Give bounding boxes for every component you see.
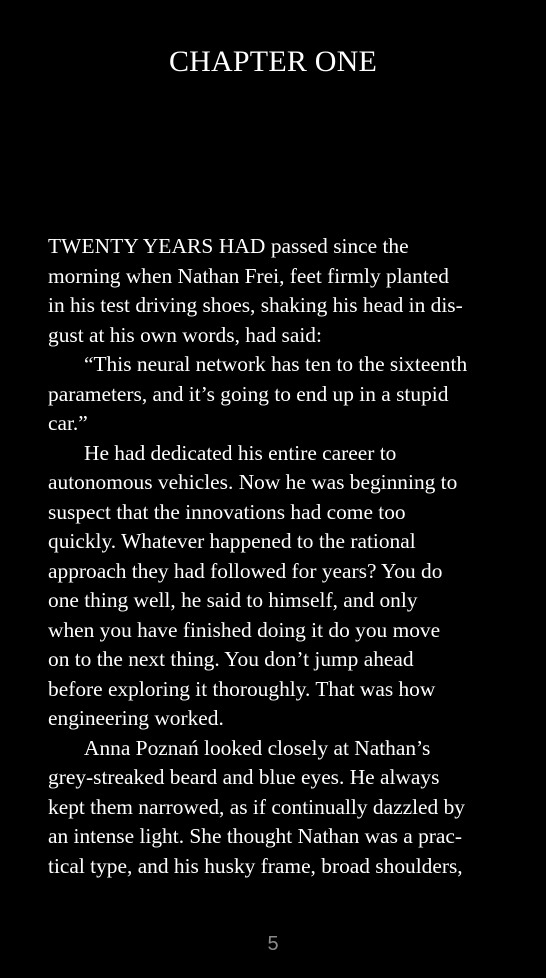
text-line: tical type, and his husky frame, broad shoulders,	[48, 853, 463, 878]
text-line: suspect that the innovations had come too	[48, 499, 406, 524]
text-line: kept them narrowed, as if continually dazzled by	[48, 794, 465, 819]
text-line: gust at his own words, had said:	[48, 322, 322, 347]
chapter-title: CHAPTER ONE	[168, 45, 378, 78]
text-line: quickly. Whatever happened to the rational	[48, 529, 416, 553]
text-line-fragment: passed since the	[265, 234, 409, 258]
text-line: when you have finished doing it do you move	[48, 617, 441, 642]
text-line: grey-streaked beard and blue eyes. He always	[48, 765, 440, 789]
text-line: parameters, and it’s going to end up in a stupid	[48, 381, 449, 406]
text-line: before exploring it thoroughly. That was how	[48, 676, 436, 701]
text-line: in his test driving shoes, shaking his head in dis-	[48, 293, 463, 317]
text-line: car.”	[48, 411, 88, 435]
text-line: approach they had followed for years? You do	[48, 558, 443, 583]
lead-in-caps: TWENTY YEARS HAD	[48, 234, 266, 258]
text-line: He had dedicated his entire career to	[84, 440, 397, 465]
text-line: autonomous vehicles. Now he was beginning to	[48, 470, 458, 494]
text-line: one thing well, he said to himself, and only	[48, 588, 418, 612]
text-line: an intense light. She thought Nathan was a prac-	[48, 824, 463, 848]
text-line: morning when Nathan Frei, feet firmly planted	[48, 263, 449, 288]
text-line: engineering worked.	[48, 706, 224, 730]
text-line: “This neural network has ten to the sixteenth	[84, 352, 468, 376]
text-line: on to the next thing. You don’t jump ahead	[48, 647, 414, 671]
text-line: Anna Poznań looked closely at Nathan’s	[84, 735, 431, 760]
text-line	[48, 232, 510, 262]
page-number: 5	[267, 933, 279, 955]
chapter-body-text	[48, 232, 510, 881]
